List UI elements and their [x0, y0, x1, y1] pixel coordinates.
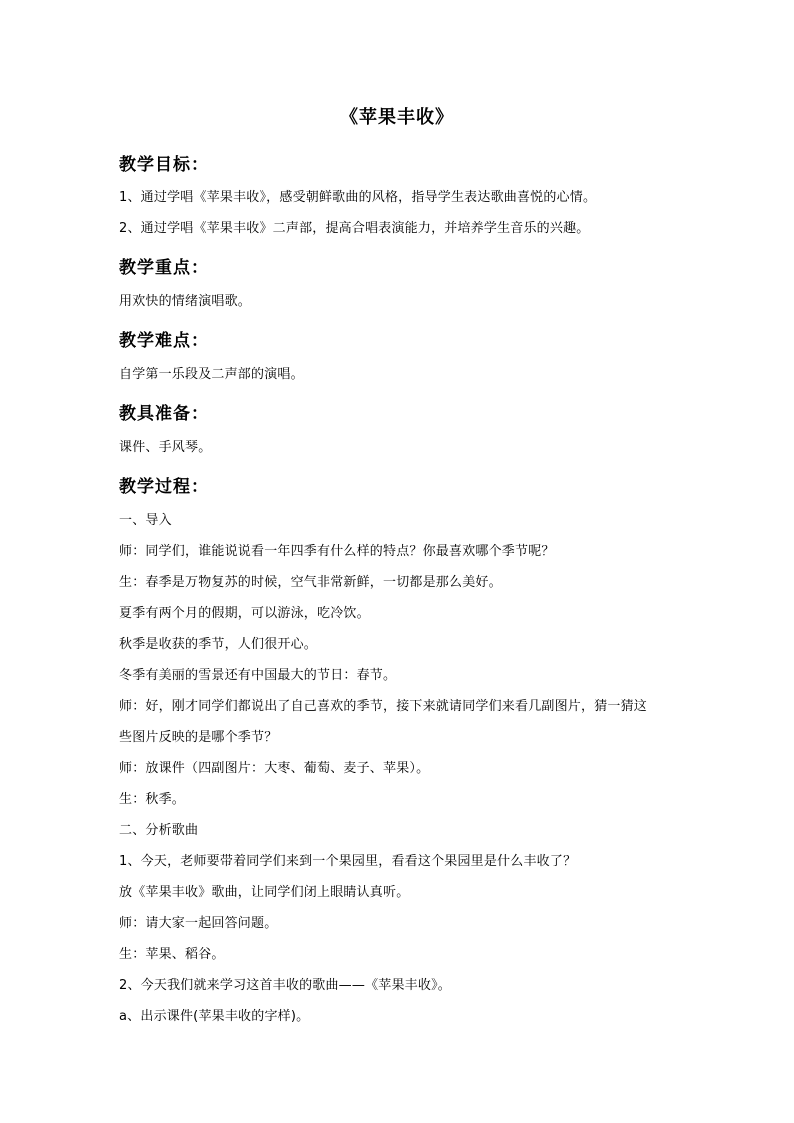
goal-item-2: 2、通过学唱《苹果丰收》二声部，提高合唱表演能力，并培养学生音乐的兴趣。: [119, 221, 590, 236]
process-line: 生：春季是万物复苏的时候，空气非常新鲜，一切都是那么美好。: [119, 575, 502, 590]
process-line: 冬季有美丽的雪景还有中国最大的节日：春节。: [119, 668, 397, 683]
difficulties-text: 自学第一乐段及二声部的演唱。: [119, 367, 304, 382]
heading-key-points: 教学重点：: [119, 258, 209, 278]
process-line: 1、今天，老师要带着同学们来到一个果园里，看看这个果园里是什么丰收了？: [119, 854, 577, 869]
heading-difficulties: 教学难点：: [119, 331, 209, 351]
process-line: 生：秋季。: [119, 792, 186, 807]
process-line: 秋季是收获的季节，人们很开心。: [119, 637, 318, 652]
process-line: 师：请大家一起回答问题。: [119, 916, 278, 931]
process-line: 放《苹果丰收》歌曲，让同学们闭上眼睛认真听。: [119, 885, 410, 900]
heading-materials: 教具准备：: [119, 404, 209, 424]
process-line: 师：同学们，谁能说说看一年四季有什么样的特点？你最喜欢哪个季节呢？: [119, 544, 555, 559]
materials-text: 课件、手风琴。: [119, 440, 212, 455]
key-points-text: 用欢快的情绪演唱歌。: [119, 294, 252, 309]
process-line: a、出示课件(苹果丰收的字样)。: [119, 1009, 310, 1024]
goal-item-1: 1、通过学唱《苹果丰收》，感受朝鲜歌曲的风格，指导学生表达歌曲喜悦的心情。: [119, 190, 597, 205]
process-line: 些图片反映的是哪个季节？: [119, 730, 278, 745]
process-line: 师：放课件（四副图片：大枣、葡萄、麦子、苹果）。: [119, 761, 430, 776]
process-line: 二、分析歌曲: [119, 823, 199, 838]
document-title: 《苹果丰收》: [340, 107, 454, 128]
process-line: 师：好，刚才同学们都说出了自己喜欢的季节，接下来就请同学们来看几副图片，猜一猜这: [119, 699, 648, 714]
process-line: 夏季有两个月的假期，可以游泳，吃冷饮。: [119, 606, 370, 621]
heading-teaching-process: 教学过程：: [119, 477, 209, 497]
process-line: 一、导入: [119, 513, 172, 528]
heading-teaching-goals: 教学目标：: [119, 155, 209, 175]
process-line: 生：苹果、稻谷。: [119, 947, 225, 962]
process-line: 2、今天我们就来学习这首丰收的歌曲——《苹果丰收》。: [119, 978, 451, 993]
